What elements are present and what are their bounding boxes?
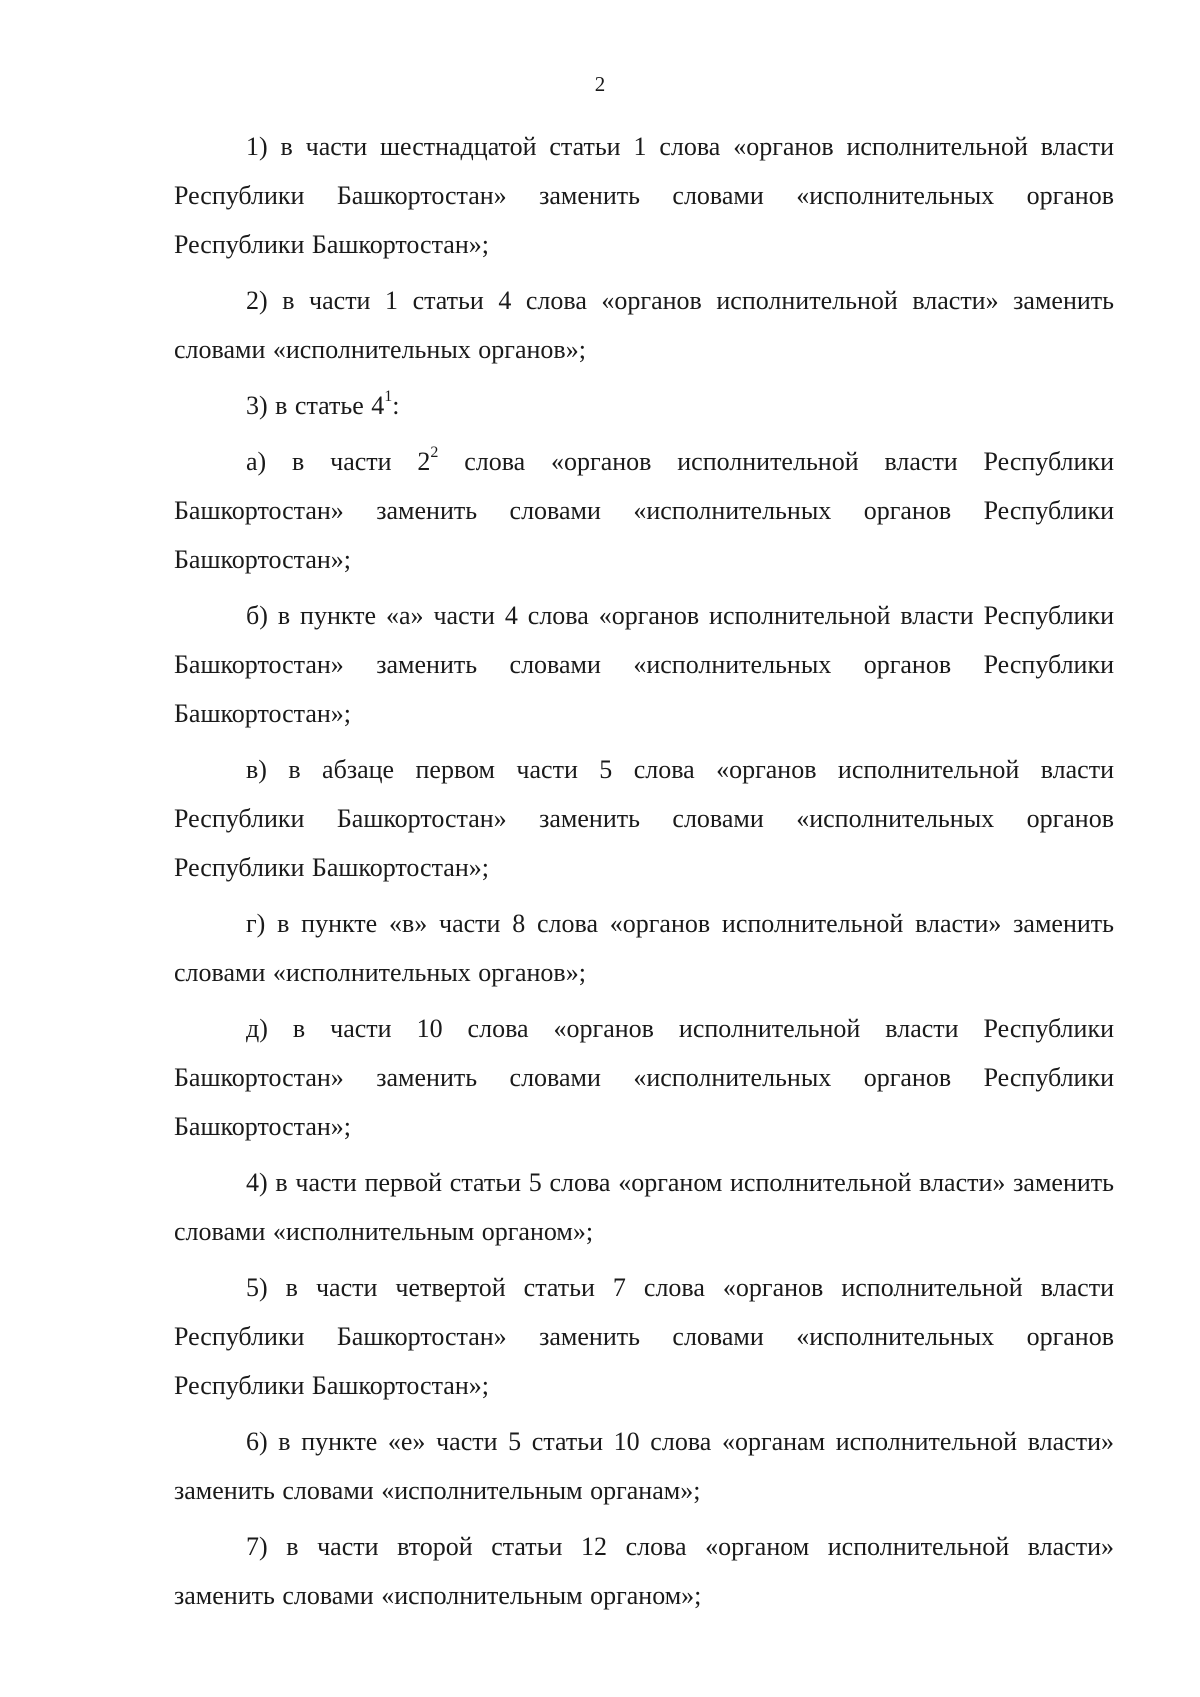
paragraph-item-2: 2) в части 1 статьи 4 слова «органов исполнительной власти» заменить словами «исполнительных органов»; <box>174 286 1114 364</box>
paragraph-item-7: 7) в части второй статьи 12 слова «органом исполнительной власти» заменить словами «исполнительным органом»; <box>174 1532 1114 1610</box>
subparagraph-v: в) в абзаце первом части 5 слова «органов исполнительной власти Республики Башкортостан» заменить словами «исполнительных органов Республики Башкортостан»; <box>174 755 1114 882</box>
subparagraph-g: г) в пункте «в» части 8 слова «органов исполнительной власти» заменить словами «исполнительных органов»; <box>174 909 1114 987</box>
subparagraph-b: б) в пункте «а» части 4 слова «органов исполнительной власти Республики Башкортостан» заменить словами «исполнительных органов Республики Башкортостан»; <box>174 601 1114 728</box>
paragraph-item-3 <box>174 381 1114 430</box>
document-body <box>174 122 1114 1627</box>
paragraph-item-3-text: 3) в статье 4 <box>246 391 385 420</box>
superscript-index: 2 <box>430 444 439 461</box>
subparagraph-a-lead: а) в части 2 <box>246 447 431 476</box>
subparagraph-a <box>174 437 1114 584</box>
paragraph-item-3-tail: : <box>392 391 400 420</box>
subparagraph-a-text: слова «органов исполнительной власти Республики Башкортостан» заменить словами «исполнительных органов Республики Башкортостан»; <box>174 447 1114 574</box>
paragraph-item-5: 5) в части четвертой статьи 7 слова «органов исполнительной власти Республики Башкортостан» заменить словами «исполнительных органов Республики Башкортостан»; <box>174 1273 1114 1400</box>
superscript-index: 1 <box>384 388 393 405</box>
paragraph-item-1: 1) в части шестнадцатой статьи 1 слова «органов исполнительной власти Республики Башкортостан» заменить словами «исполнительных органов Республики Башкортостан»; <box>174 132 1114 259</box>
subparagraph-d: д) в части 10 слова «органов исполнительной власти Республики Башкортостан» заменить словами «исполнительных органов Республики Башкортостан»; <box>174 1014 1114 1141</box>
paragraph-item-4: 4) в части первой статьи 5 слова «органом исполнительной власти» заменить словами «исполнительным органом»; <box>174 1168 1114 1246</box>
page-number: 2 <box>594 72 606 96</box>
paragraph-item-6: 6) в пункте «е» части 5 статьи 10 слова «органам исполнительной власти» заменить словами «исполнительным органам»; <box>174 1427 1114 1505</box>
